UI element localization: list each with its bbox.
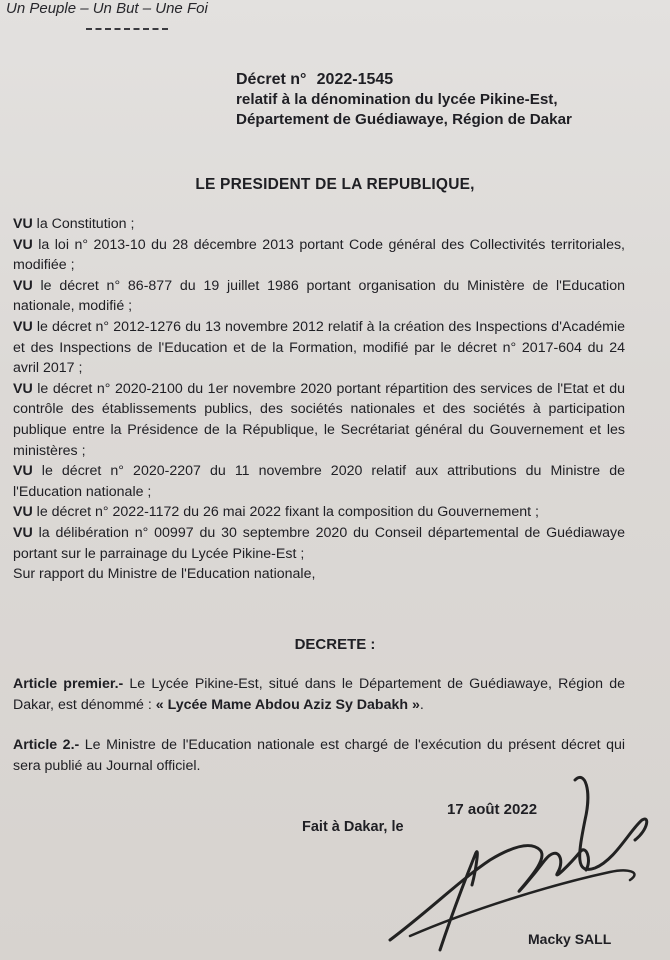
new-school-name: « Lycée Mame Abdou Aziz Sy Dabakh » (155, 696, 420, 713)
decrete-heading: DECRETE : (294, 636, 376, 653)
visas-block (13, 214, 625, 585)
decree-subject-line-2: Département de Guédiawaye, Région de Dakar (236, 111, 572, 128)
visa-item: VU le décret n° 2020-2207 du 11 novembre 2020 relatif aux attributions du Ministre de l'Education nationale ; (13, 463, 625, 500)
signer-name: Macky SALL (528, 931, 612, 947)
decree-subject-line-1: relatif à la dénomination du lycée Pikine-Est, (236, 91, 558, 108)
motto-divider (86, 28, 168, 30)
national-motto: Un Peuple – Un But – Une Foi (6, 0, 208, 17)
decree-number-label: Décret n° (236, 71, 307, 88)
decree-number: 2022-1545 (316, 71, 394, 88)
article-1: Article premier.- Le Lycée Pikine-Est, situé dans le Département de Guédiawaye, Région de Dakar, est dénommé : « Lycée Mame Abdou Aziz Sy Dabakh ». (13, 676, 625, 713)
visa-item: VU le décret n° 2012-1276 du 13 novembre 2012 relatif à la création des Inspections d'Académie et des Inspections de l'Education et de la Formation, modifié par le décret n° 2017-604 du 24 avril 2017 ; (13, 318, 625, 377)
signature-icon (380, 760, 660, 960)
visa-item: VU la délibération n° 00997 du 30 septembre 2020 du Conseil départemental de Guédiawaye portant sur le parrainage du Lycée Pikine-Est ; (13, 524, 625, 562)
article-1-label: Article premier.- (13, 676, 124, 692)
report-line: Sur rapport du Ministre de l'Education nationale, (13, 566, 316, 583)
visa-item: VU la loi n° 2013-10 du 28 décembre 2013 portant Code général des Collectivités territoriales, modifiée ; (13, 236, 625, 274)
visa-item: VU la Constitution ; (13, 216, 135, 232)
visa-item: VU le décret n° 2020-2100 du 1er novembre 2020 portant répartition des services de l'Etat et du contrôle des établissements publics, des sociétés nationales et des sociétés à participation publique entre la Présidence de la République, le Secrétariat général du Gouvernement et les ministères ; (13, 380, 625, 459)
signing-place: Fait à Dakar, le (302, 819, 404, 835)
decree-number-line (236, 70, 656, 90)
decree-heading (236, 70, 656, 130)
visa-item: VU le décret n° 86-877 du 19 juillet 1986 portant organisation du Ministère de l'Education nationale, modifié ; (13, 277, 625, 315)
article-2: Article 2.- Le Ministre de l'Education nationale est chargé de l'exécution du présent décret qui sera publié au Journal officiel. (13, 737, 626, 774)
signing-date: 17 août 2022 (447, 801, 538, 818)
authority-title: LE PRESIDENT DE LA REPUBLIQUE, (195, 176, 475, 193)
article-2-label: Article 2.- (13, 737, 80, 753)
visa-item: VU le décret n° 2022-1172 du 26 mai 2022 fixant la composition du Gouvernement ; (13, 504, 539, 521)
